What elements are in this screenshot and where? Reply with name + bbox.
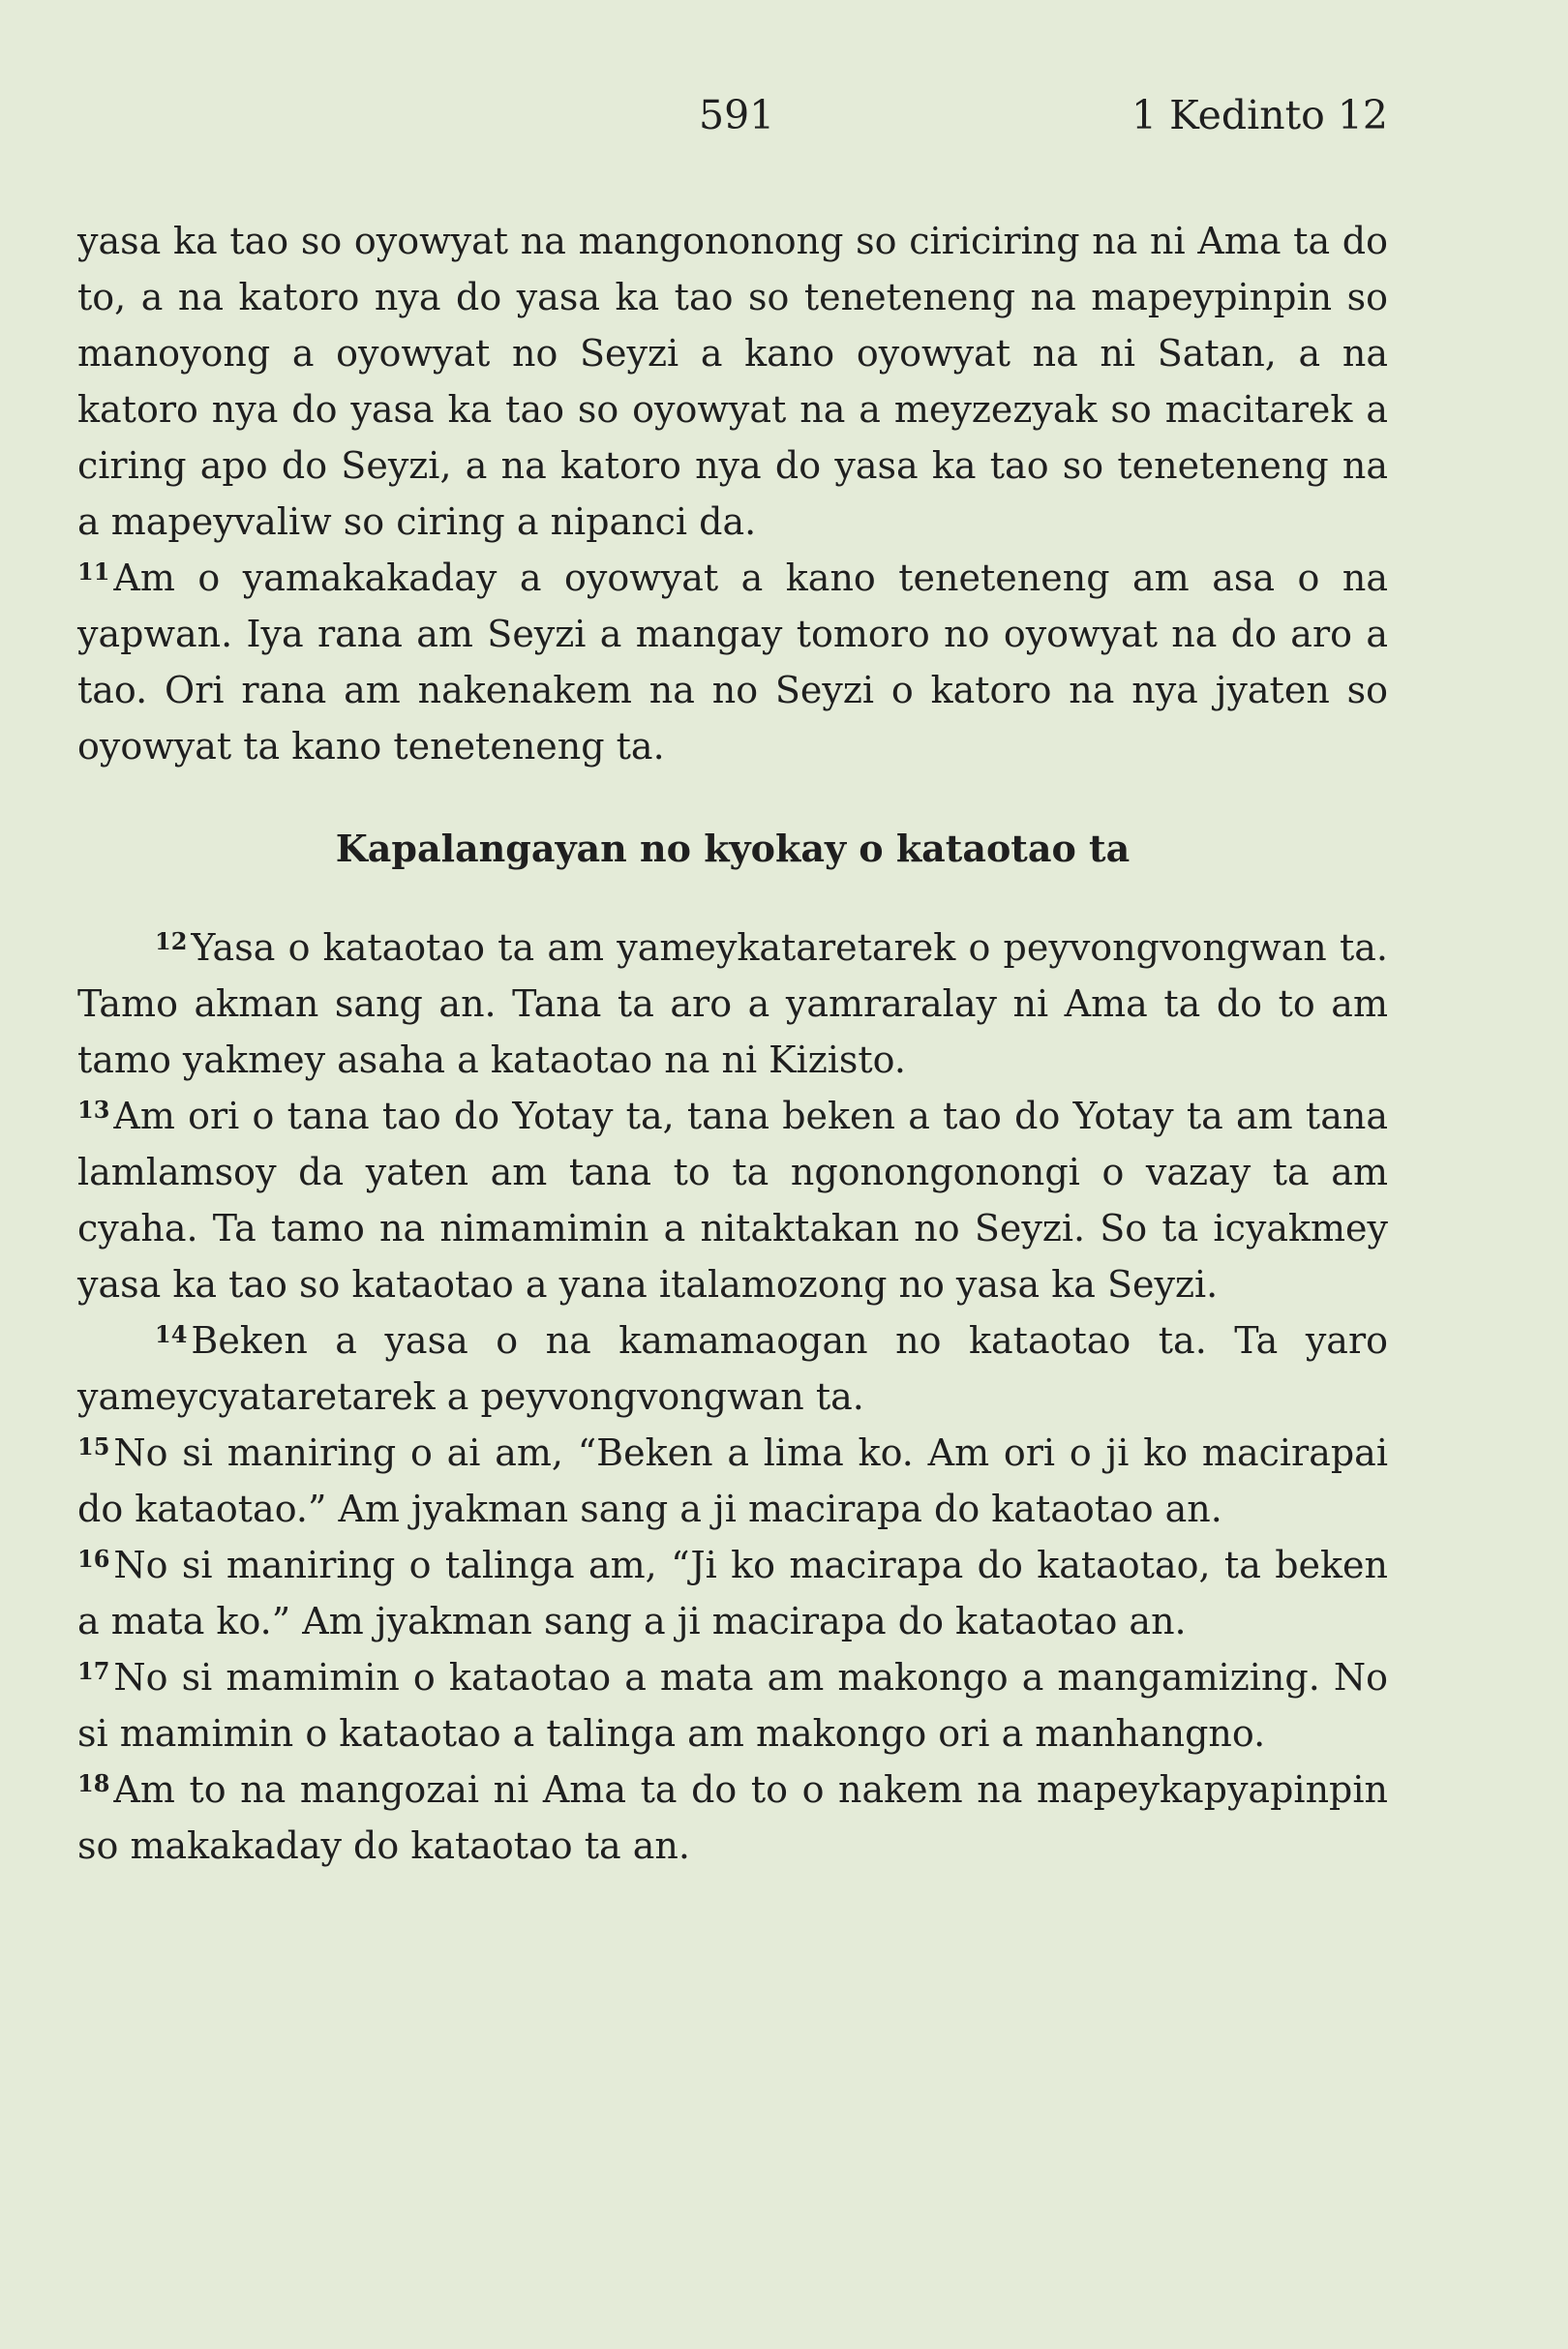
scripture-text (77, 213, 1388, 1874)
verse-text: Am ori o tana tao do Yotay ta, tana beken a tao do Yotay ta am tana lamlamsoy da yaten am tana to ta ngonongonongi o vazay ta am cyaha. Ta tamo na nimamimin a nitaktakan no Seyzi. So ta icyakmey yasa ka tao so kataotao a yana italamozong no yasa ka Seyzi. (77, 1095, 1388, 1306)
verse-16 (77, 1537, 1388, 1649)
verse-text: Am o yamakakaday a oyowyat a kano teneteneng am asa o na yapwan. Iya rana am Seyzi a mangay tomoro no oyowyat na do aro a tao. Ori rana am nakenakem na no Seyzi o katoro na nya jyaten so oyowyat ta kano teneteneng ta. (77, 557, 1388, 768)
verse-14 (77, 1312, 1388, 1425)
verse-number: 13 (77, 1096, 110, 1124)
verse-number: 11 (77, 557, 110, 586)
verse-number: 16 (77, 1545, 110, 1573)
verse-number: 18 (77, 1769, 110, 1797)
verse-11 (77, 550, 1388, 774)
section-heading: Kapalangayan no kyokay o kataotao ta (335, 827, 1131, 870)
verse-number: 17 (77, 1657, 110, 1685)
verse-text: No si mamimin o kataotao a mata am makongo a mangamizing. No si mamimin o kataotao a talinga am makongo ori a manhangno. (77, 1656, 1388, 1755)
opening-paragraph: yasa ka tao so oyowyat na mangononong so ciriciring na ni Ama ta do to, a na katoro nya do yasa ka tao so teneteneng na mapeypinpin so manoyong a oyowyat no Seyzi a kano oyowyat na ni Satan, a na katoro nya do yasa ka tao so oyowyat na a meyzezyak so macitarek a ciring apo do Seyzi, a na katoro nya do yasa ka tao so teneteneng na a mapeyvaliw so ciring a nipanci da. (77, 220, 1388, 543)
verse-13 (77, 1088, 1388, 1312)
verse-18 (77, 1762, 1388, 1874)
verse-15 (77, 1425, 1388, 1537)
book-chapter-reference: 1 Kedinto 12 (1131, 92, 1388, 138)
verse-12 (77, 919, 1388, 1088)
verse-text: Beken a yasa o na kamamaogan no kataotao ta. Ta yaro yameycyataretarek a peyvongvongwan ta. (77, 1319, 1388, 1418)
verse-text: Yasa o kataotao ta am yameykataretarek o peyvongvongwan ta. Tamo akman sang an. Tana ta aro a yamraralay ni Ama ta do to am tamo yakmey asaha a kataotao na ni Kizisto. (77, 926, 1388, 1081)
verse-number: 12 (155, 927, 188, 955)
page-number: 591 (699, 92, 775, 138)
verse-text: Am to na mangozai ni Ama ta do to o nakem na mapeykapyapinpin so makakaday do kataotao ta an. (77, 1768, 1388, 1867)
verse-number: 14 (155, 1320, 188, 1348)
verse-number: 15 (77, 1432, 110, 1461)
page-header (77, 92, 1388, 150)
verse-text: No si maniring o ai am, “Beken a lima ko. Am ori o ji ko macirapai do kataotao.” Am jyakman sang a ji macirapa do kataotao an. (77, 1431, 1388, 1530)
verse-text: No si maniring o talinga am, “Ji ko macirapa do kataotao, ta beken a mata ko.” Am jyakman sang a ji macirapa do kataotao an. (77, 1544, 1388, 1642)
verse-17 (77, 1649, 1388, 1762)
